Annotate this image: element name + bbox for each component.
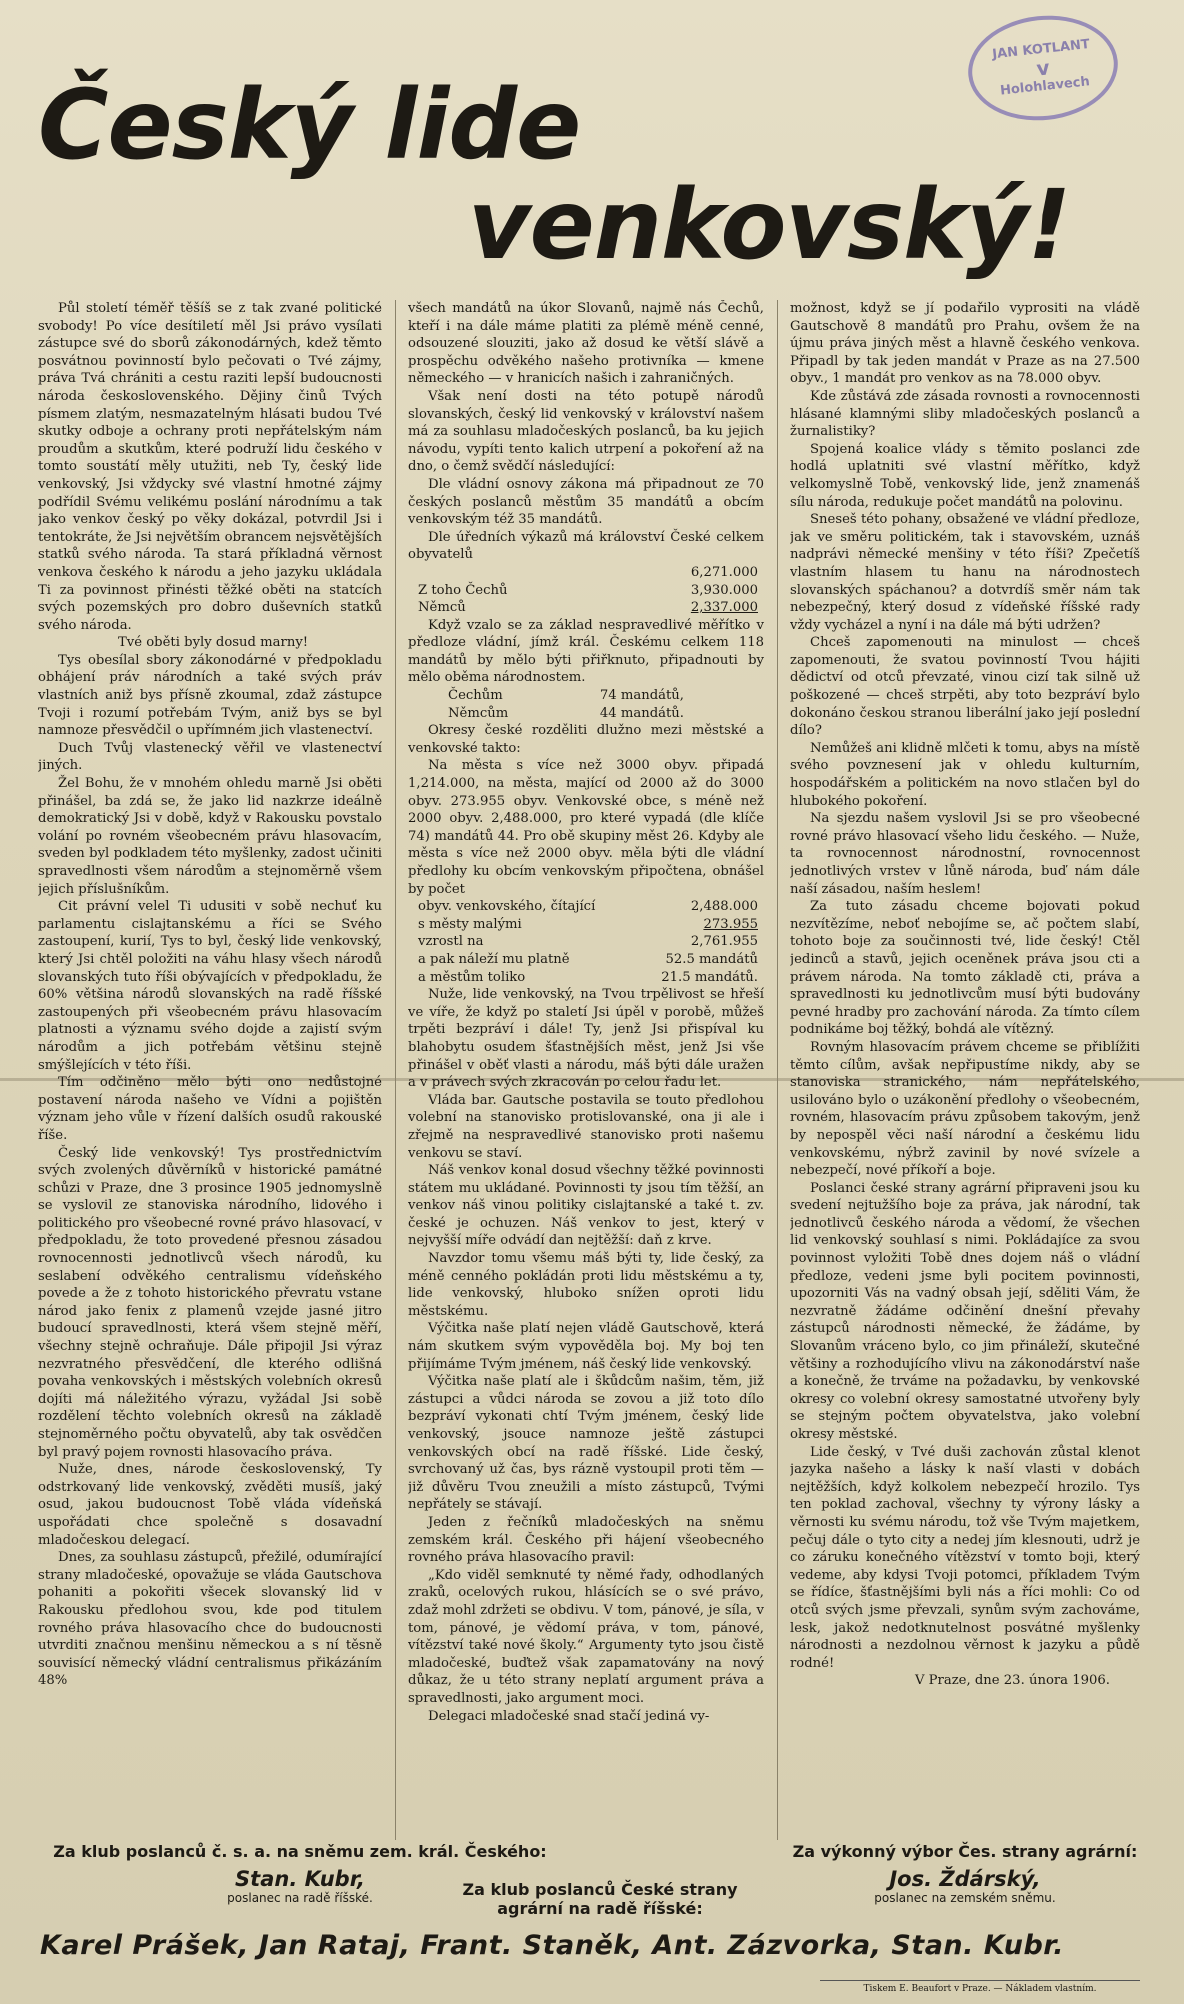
stats-label: s městy malými — [418, 916, 522, 932]
paragraph: možnost, když se jí podařilo vyprositi na vládě Gautschově 8 mandátů pro Prahu, ovšem že na újmu práva jiných měst a hlavně českého venkova. Připadl by tak jeden mandát v Praze as na 27.500 obyv., 1 mandát pro venkov as na 78.000 obyv. — [790, 301, 1140, 387]
paragraph: Chceš zapomenouti na minulost — chceš zapomenouti, že svatou povinností Tvou hájiti dědictví od otců převzaté, vinou cizí tak silně už poškozené — chceš strpěti, aby toto bezpráví bylo dokonáno českou stranou liberální jako její poslední dílo? — [790, 635, 1140, 739]
stats-value: 273.955 — [703, 916, 758, 932]
paragraph: Dnes, za souhlasu zástupců, přežilé, odumírající strany mladočeské, opovažuje se vláda Gautschova pohaniti a pokořiti všecek slovanský lid v Rakousku předlohou svou, kde pod titulem rovného práva hlasovacího chce do budoucnosti utvrditi značnou menšinu německou a s ní těsně souvisící německý vládní centralismus přikázáním 48% — [38, 1550, 382, 1689]
paragraph: Tvé oběti byly dosud marny! — [118, 635, 309, 651]
column-divider — [395, 300, 396, 1840]
column-3 — [790, 300, 1140, 1840]
stats-row — [408, 687, 764, 705]
stats-value: 2,337.000 — [690, 600, 758, 616]
stats-row — [408, 564, 764, 582]
paragraph: Výčitka naše platí ale i škůdcům našim, těm, již zástupci a vůdci národa se zovou a již toto dílo bezpráví vykonati chtí Tvým jménem, český lide venkovský, jsouce namnoze ještě zástupci venkovských obcí na radě říšské. Lide český, svrchovaný už čas, bys rázně vystoupil proti těm — již důvěru Tvou zneužili a místo zástupců, Tvými nepřátely se stávají. — [408, 1374, 764, 1513]
paragraph: „Kdo viděl semknuté ty němé řady, odhodlaných zraků, ocelových rukou, hlásících se o své právo, zdaž mohl zdržeti se obdivu. V tom, pánové, je síla, v tom, pánové, je vědomí práva, v tom, pánové, vítězství také nové školy.“ Argumenty tyto jsou čistě mladočeské, buďtež však zapamatovány na nový důkaz, že u této strany neplatí argument práva a spravedlnosti, jako argument moci. — [408, 1567, 764, 1706]
paragraph: Dle vládní osnovy zákona má připadnout ze 70 českých poslanců městům 35 mandátů a obcím venkovským též 35 mandátů. — [408, 476, 764, 528]
headline-line-2: venkovský! — [468, 169, 1071, 281]
stats-label: vzrostl na — [418, 934, 484, 950]
stats-label: obyv. venkovského, čítající — [418, 899, 596, 915]
stamp-top: JAN KOTLANT — [991, 37, 1091, 63]
stats-value: 2,761.955 — [690, 934, 758, 950]
paragraph: Dle úředních výkazů má království České celkem obyvatelů — [408, 529, 764, 563]
paragraph: Navzdor tomu všemu máš býti ty, lide český, za méně cenného pokládán proti lidu městskému a ty, lide venkovský, hluboko snížen oproti lidu městskému. — [408, 1251, 764, 1319]
paragraph: Na sjezdu našem vyslovil Jsi se pro všeobecné rovné právo hlasovací všeho lidu českého. — Nuže, ta rovnocennost národnostní, rovnocennost jednotlivých vrstev v lůně národa, buď nám dále naší zásadou, naším heslem! — [790, 811, 1140, 897]
paragraph: Nemůžeš ani klidně mlčeti k tomu, abys na místě svého povznesení jak v ohledu kulturním, hospodářském a politickém na novo stlačen byl do hlubokého pokoření. — [790, 740, 1140, 809]
stats-value: 21.5 mandátů. — [661, 969, 758, 985]
stats-value: 3,930.000 — [690, 582, 758, 598]
stamp-middle: v — [1035, 55, 1051, 81]
paragraph: Půl století téměř těšíš se z tak zvané politické svobody! Po více desítiletí měl Jsi právo vysílati zástupce své do sborů zákonodárných, kdež těmto posvátnou povinností bylo pečovati o Tvé zájmy, práva Tvá chrániti a cestu raziti lepší budoucnosti národa československého. Dějiny činů Tvých písmem zlatým, nesmazatelným hlásati budou Tvé skutky odboje a ochrany proti nepřátelským nám proudům a skutkům, které podruží lidu českého v tomto soustátí měly utužiti, neb Ty, český lide venkovský, Jsi vždycky své vlastní hmotné zájmy podřídil Svému velikému poslání národnímu a tak jako venkov český po věky dokázal, potvrdil Jsi i tentokráte, že Jsi největším obrancem nejsvětějších statků svého národa. Ta stará příkladná věrnost venkova českého k národu a jeho jazyku ukládala Ti za povinnost přinésti těžké oběti na statcích svých pozemských pro dobro duševních statků svého národa. — [38, 301, 382, 633]
signature-name: Jos. Ždárský, — [889, 1867, 1041, 1891]
paragraph: Delegaci mladočeské snad stačí jediná vy- — [428, 1708, 710, 1724]
paragraph: všech mandátů na úkor Slovanů, najmě nás Čechů, kteří i na dále máme platiti za plémě méně cenné, odsouzené slouziti, jako až dosud ke větší slávě a prospěchu odvěkého našeho protivníka — kmene německého — v hranicích našich i zahraničných. — [408, 301, 764, 387]
paragraph: Kde zůstává zde zásada rovnosti a rovnocennosti hlásané klamnými sliby mladočeských poslanců a žurnalistiky? — [790, 388, 1140, 440]
paragraph: Duch Tvůj vlastenecký věřil ve vlastenectví jiných. — [38, 740, 382, 774]
paragraph: Tím odčiněno mělo býti ono nedůstojné postavení národa našeho ve Vídni a pojištěn význam jeho vůle v řízení dalších osudů rakouské říše. — [38, 1075, 382, 1143]
stats-label: a pak náleží mu platně — [418, 951, 570, 967]
stats-value: 6,271.000 — [690, 564, 758, 580]
stats-row — [408, 933, 764, 951]
paragraph: Vláda bar. Gautsche postavila se touto předlohou volební na stanovisko protislovanské, ona ji ale i zřejmě na nespravedlivé stanovisko proti našemu venkovu se staví. — [408, 1092, 764, 1161]
signature-name: Stan. Kubr, — [235, 1867, 365, 1891]
signature-middle — [440, 1880, 760, 1918]
stats-value: 74 mandátů, — [599, 688, 684, 704]
headline-line-1: Český lide — [38, 69, 581, 181]
stats-row — [408, 969, 764, 987]
paragraph: Nuže, lide venkovský, na Tvou trpělivost se hřeší ve víře, že když po staletí Jsi úpěl v porobě, můžeš trpěti bezpráví i dále! Ty, jenž Jsi přispíval ku blahobytu osudem šťastnějších měst, jenž Jsi vše přinášel v oběť vlasti a národu, máš býti dále uražen a v právech svých zkracován po celou řadu let. — [408, 987, 764, 1091]
stats-row — [408, 582, 764, 600]
paragraph: Lide český, v Tvé duši zachován zůstal klenot jazyka našeho a lásky k naší vlasti v dobách nejtěžších, když kolkolem nebezpečí hrozilo. Tys ten poklad zachoval, všechny ty výrony lásky a věrnosti ku svému národu, tož vše Tvým majetkem, pečuj dále o tyto city a nedej jím klesnouti, udrž je co záruku konečného vítězství v tomto boji, který vedeme, aby kdysi Tvoji potomci, příkladem Tvým se řídíce, šťastnějšími byli nás a říci mohli: Co od otců svých jsme převzali, synům svým zachováme, lesk, jakož nedotknutelnost posvátné myšlenky národnosti a nezdolnou věrnost k jazyku a půdě rodné! — [790, 1444, 1140, 1671]
paragraph: Jeden z řečníků mladočeských na sněmu zemském král. Českého při hájení všeobecného rovného práva hlasovacího pravil: — [408, 1514, 764, 1566]
signature-label: Za klub poslanců č. s. a. na sněmu zem. král. Českého: — [53, 1842, 547, 1861]
signatories-line: Karel Prášek, Jan Rataj, Frant. Staněk, Ant. Zázvorka, Stan. Kubr. — [40, 1930, 1065, 1961]
paragraph: Cit právní velel Ti udusiti v sobě nechuť ku parlamentu cislajtanskému a říci se Svého zastoupení, kurií, Tys to byl, český lide venkovský, který Jsi chtěl položiti na váhu hlasy všech národů slovanských tuto říši obývajících v předpokladu, že 60% většina národů slovanských na radě říšské zastoupených při všeobecném právu hlasovacím platnosti a významu svého dojde a zajistí svým národům a jich potřebám většinu stejně smýšlejících v této říši. — [38, 899, 382, 1073]
owner-stamp — [963, 8, 1123, 127]
signature-label: Za výkonný výbor Čes. strany agrární: — [792, 1842, 1138, 1861]
signature-title: poslanec na zemském sněmu. — [874, 1891, 1056, 1905]
signature-label: agrární na radě říšské: — [497, 1899, 703, 1918]
stats-row — [408, 898, 764, 916]
stats-value: 2,488.000 — [690, 899, 758, 915]
column-1 — [38, 300, 382, 1840]
paragraph: Sneseš této pohany, obsažené ve vládní předloze, jak ve směru politickém, tak i stavovském, uznáš nadprávi německé menšiny v této říši? Zpečetíš vlastním hlasem tu hanu na národnostech slovanských spáchanou? a dotvrdíš směr nám tak nebezpečný, který dosud z vídeňské říšské rady vždy vycházel a nyní i na dále má býti udržen? — [790, 512, 1140, 633]
stats-label: a městům toliko — [418, 969, 526, 985]
paragraph: Za tuto zásadu chceme bojovati pokud nezvítězíme, neboť nebojíme se, ač počtem slabí, tohoto boje za součinnosti tvé, lide český! Ctěl jedinců a stavů, jejich oceněnek práva jsou cti a právem národa. Na tomto základě cti, práva a spravedlnosti ku jednotlivcům musí býti budovány pevné hradby pro zachování národa. Za tímto cílem podnikáme boj těžký, bohdá ale vítězný. — [790, 899, 1140, 1038]
paragraph: Na města s více než 3000 obyv. připadá 1,214.000, na města, mající od 2000 až do 3000 obyv. 273.955 obyv. Venkovské obce, s méně než 2000 obyv. 2,488.000, pro které vypadá (dle klíče 74) mandátů 44. Pro obě skupiny měst 26. Kdyby ale města s více než 2000 obyv. měla býti dle vládní předlohy ku obcím venkovským připočtena, obnášel by počet — [408, 758, 764, 897]
paragraph: Nuže, dnes, národe československý, Ty odstrkovaný lide venkovský, zvěděti musíš, jaký osud, jakou budoucnost Tobě vláda vídeňská uspořádati chce společně s dosavadní mladočeskou delegací. — [38, 1462, 382, 1548]
column-2 — [408, 300, 764, 1840]
paragraph: Okresy české rozděliti dlužno mezi městské a venkovské takto: — [408, 723, 764, 756]
date-line: V Praze, dne 23. února 1906. — [914, 1673, 1110, 1689]
paragraph: Český lide venkovský! Tys prostřednictvím svých zvolených důvěrníků v historické památné schůzi v Praze, dne 3 prosince 1905 jednomyslně se vyslovil ze stanoviska národního, lidového i politického pro všeobecné rovné právo hlasovací, v předpokladu, že toto provedené přesnou zásadou rovnocennosti jednotlivců všech národů, ku seslabení odvěkého centralismu vídeňského povede a že z tohoto historického převratu vstane národ jako fenix z plamenů vzejde jasné jitro budoucí spravedlnosti, která všem stejně měří, všechny stejně ochraňuje. Dále připojil Jsi výraz nezvratného přesvědčení, dle kterého odlišná povaha venkovských i městských volebních okresů dojíti má náležitého výrazu, vyžádal Jsi sobě rozdělení těchto volebních okresů na základě stejnoměrného počtu obyvatelů, aby tak osvědčen byl pravý pojem rovnosti hlasovacího práva. — [38, 1145, 382, 1460]
stats-label: Čechům — [448, 688, 503, 704]
signature-right — [780, 1842, 1150, 1905]
stats-row — [408, 916, 764, 934]
stats-label: Němcům — [448, 705, 509, 721]
stats-row — [408, 705, 764, 723]
stats-row — [408, 951, 764, 969]
signature-label: Za klub poslanců České strany — [462, 1880, 738, 1899]
stamp-bottom: Holohlavech — [999, 74, 1091, 99]
stats-row — [408, 599, 764, 617]
stats-label: Z toho Čechů — [418, 582, 508, 598]
paragraph: Žel Bohu, že v mnohém ohledu marně Jsi oběti přinášel, ba zdá se, že jako lid nazkrze ideálně demokratický Jsi v době, když v Rakousku povstalo volání po rovném všeobecném právu hlasovacím, sveden byl podkladem této myšlenky, zadost učiniti spravedlnosti všem národům a stejnoměrně všem jejich příslušníkům. — [38, 776, 382, 897]
paragraph: Poslanci české strany agrární připraveni jsou ku svedení nejtužšího boje za práva, jak národní, tak jednotlivců českého národa a vědomí, že všechen lid venkovský souhlasí s nimi. Pokládajíce za svou povinnost vyložiti Tobě dnes dojem náš o vládní předloze, vedeni jsme byli pocitem povinnosti, upozorniti Vás na vadný obsah její, sděliti Vám, že nezvratně žádáme odčinění dnešní převahy zástupců národnosti německé, že žádáme, by Slovanům vráceno bylo, co jim přináleží, skutečné většiny a rozhodujícího vlivu na zákonodárství naše a konečně, že trváme na požadavku, by venkovské okresy co volební okresy samostatné utvořeny byly se stejným počtem obyvatelstva, jako volební okresy městské. — [790, 1180, 1140, 1442]
paragraph: Spojená koalice vlády s těmito poslanci zde hodlá uplatniti své vlastní měřítko, když velkomyslně Tobě, venkovský lide, jenž znamenáš sílu národa, redukuje počet mandátů na polovinu. — [790, 441, 1140, 510]
stats-value: 44 mandátů. — [599, 705, 684, 721]
paragraph: Náš venkov konal dosud všechny těžké povinnosti státem mu ukládané. Povinnosti ty jsou tím těžší, an venkov náš vinou politiky cislajtanské a také t. zv. české je ochuzen. Náš venkov to jest, který v nejvyšší míře odvádí dan nejtěžší: daň z krve. — [408, 1163, 764, 1249]
stats-label: Němců — [418, 600, 466, 616]
paragraph: Rovným hlasovacím právem chceme se přiblížiti těmto cílům, avšak nepřipustíme nikdy, aby se stanoviska stranického, nám nepřátelského, usilováno bylo o uzákonění předlohy o všeobecném, rovném, hlasovacím právu způsobem takovým, jenž by nepospěl věci naší národní a českému lidu venkovskému, nýbrž zavinil by nové svízele a nebezpečí, nové příkoří a boje. — [790, 1039, 1140, 1179]
column-divider — [777, 300, 778, 1840]
paragraph: Výčitka naše platí nejen vládě Gautschově, která nám skutkem svým vypověděla boj. My boj ten přijímáme Tvým jménem, náš český lide venkovský. — [408, 1321, 764, 1372]
signature-title: poslanec na radě říšské. — [227, 1891, 373, 1905]
paragraph: Však není dosti na této potupě národů slovanských, český lid venkovský v království našem má za souhlasu mladočeských poslanců, ba ku jejich návodu, vypíti tento kalich utrpení a pokoření až na dno, o čemž svědčí následující: — [408, 388, 764, 475]
stats-value: 52.5 mandátů — [665, 951, 758, 967]
printer-imprint: Tiskem E. Beaufort v Praze. — Nákladem vlastním. — [820, 1980, 1140, 1994]
paragraph: Tys obesílal sbory zákonodárné v předpokladu obhájení práv národních a také svých práv vlastních aniž bys přísně zkoumal, zdaž zástupce Tvoji i rozumí potřebám Tvým, aniž bys se byl namnoze přesvědčil o upřímném jich vlastenectví. — [38, 652, 382, 739]
paragraph: Když vzalo se za základ nespravedlivé měřítko v předloze vládní, jímž král. Českému celkem 118 mandátů by mělo býti přiřknuto, připadnouti by mělo oběma národnostem. — [408, 617, 764, 686]
